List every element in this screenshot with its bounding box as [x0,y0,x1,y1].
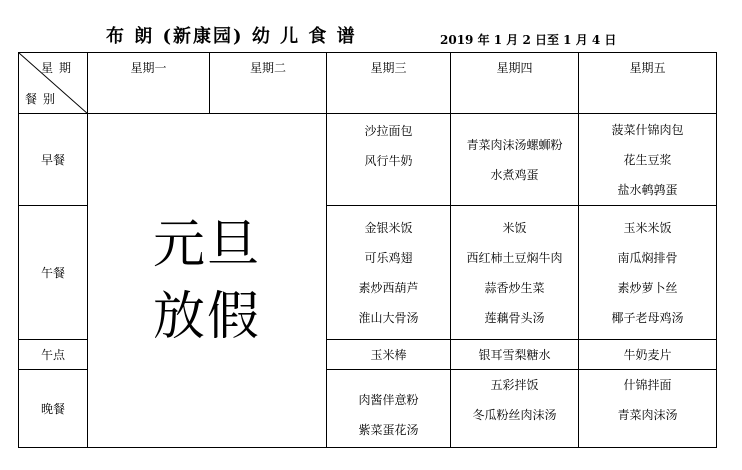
dish: 肉酱伴意粉 [358,393,419,407]
meal-label-breakfast: 早餐 [19,114,88,206]
holiday-line-1: 元旦 [152,214,261,275]
dish: 盐水鹌鹑蛋 [617,182,678,197]
dish: 什锦拌面 [623,378,672,392]
thu-lunch [451,206,579,340]
breakfast-row [19,114,717,206]
meal-label-snack: 午点 [19,340,88,370]
dish: 风行牛奶 [364,154,413,168]
dish: 可乐鸡翅 [364,250,413,265]
header-friday: 星期五 [579,53,717,114]
dish: 素炒西葫芦 [358,280,419,295]
dish: 金银米饭 [364,220,413,235]
dish: 椰子老母鸡汤 [611,310,684,325]
thu-dinner [451,370,579,448]
fri-dinner [579,370,717,448]
fri-snack: 牛奶麦片 [579,340,717,370]
fri-lunch [579,206,717,340]
dish: 莲藕骨头汤 [484,310,545,325]
corner-week-label: 星期 [40,61,77,75]
wed-snack: 玉米棒 [327,340,451,370]
fri-breakfast [579,114,717,206]
dish: 花生豆浆 [623,152,672,167]
meal-label-dinner: 晚餐 [19,370,88,448]
wed-lunch [327,206,451,340]
wed-dinner [327,370,451,448]
header-wednesday: 星期三 [327,53,451,114]
date-range: 2019 年 1 月 2 日至 1 月 4 日 [440,33,617,47]
dish: 南瓜焖排骨 [617,250,678,265]
dish: 青菜肉沫汤 [617,408,678,422]
menu-table [18,52,717,448]
dish: 冬瓜粉丝肉沫汤 [472,408,557,422]
wed-breakfast [327,114,451,206]
meal-label-lunch: 午餐 [19,206,88,340]
header-thursday: 星期四 [451,53,579,114]
header-tuesday: 星期二 [210,53,327,114]
dish: 淮山大骨汤 [358,310,419,325]
holiday-line-2: 放假 [152,286,261,347]
holiday-cell [88,114,327,448]
header-row [19,53,717,114]
header-monday: 星期一 [88,53,210,114]
dish: 菠菜什锦肉包 [611,122,684,137]
dish: 水煮鸡蛋 [490,167,539,182]
corner-meal-label: 餐别 [25,92,62,106]
thu-breakfast [451,114,579,206]
thu-snack: 银耳雪梨糖水 [451,340,579,370]
dish: 紫菜蛋花汤 [358,423,419,437]
dish: 沙拉面包 [364,124,413,138]
dish: 五彩拌饭 [490,378,539,392]
page-title: 布 朗 (新康园) 幼 儿 食 谱 [106,26,357,47]
dish: 蒜香炒生菜 [484,280,545,295]
dish: 西红柿土豆焖牛肉 [466,250,563,265]
dish: 素炒萝卜丝 [617,280,678,295]
dish: 玉米米饭 [623,220,672,235]
dish: 米饭 [502,220,527,235]
corner-cell [19,53,88,114]
dish: 青菜肉沫汤螺蛳粉 [466,137,563,152]
